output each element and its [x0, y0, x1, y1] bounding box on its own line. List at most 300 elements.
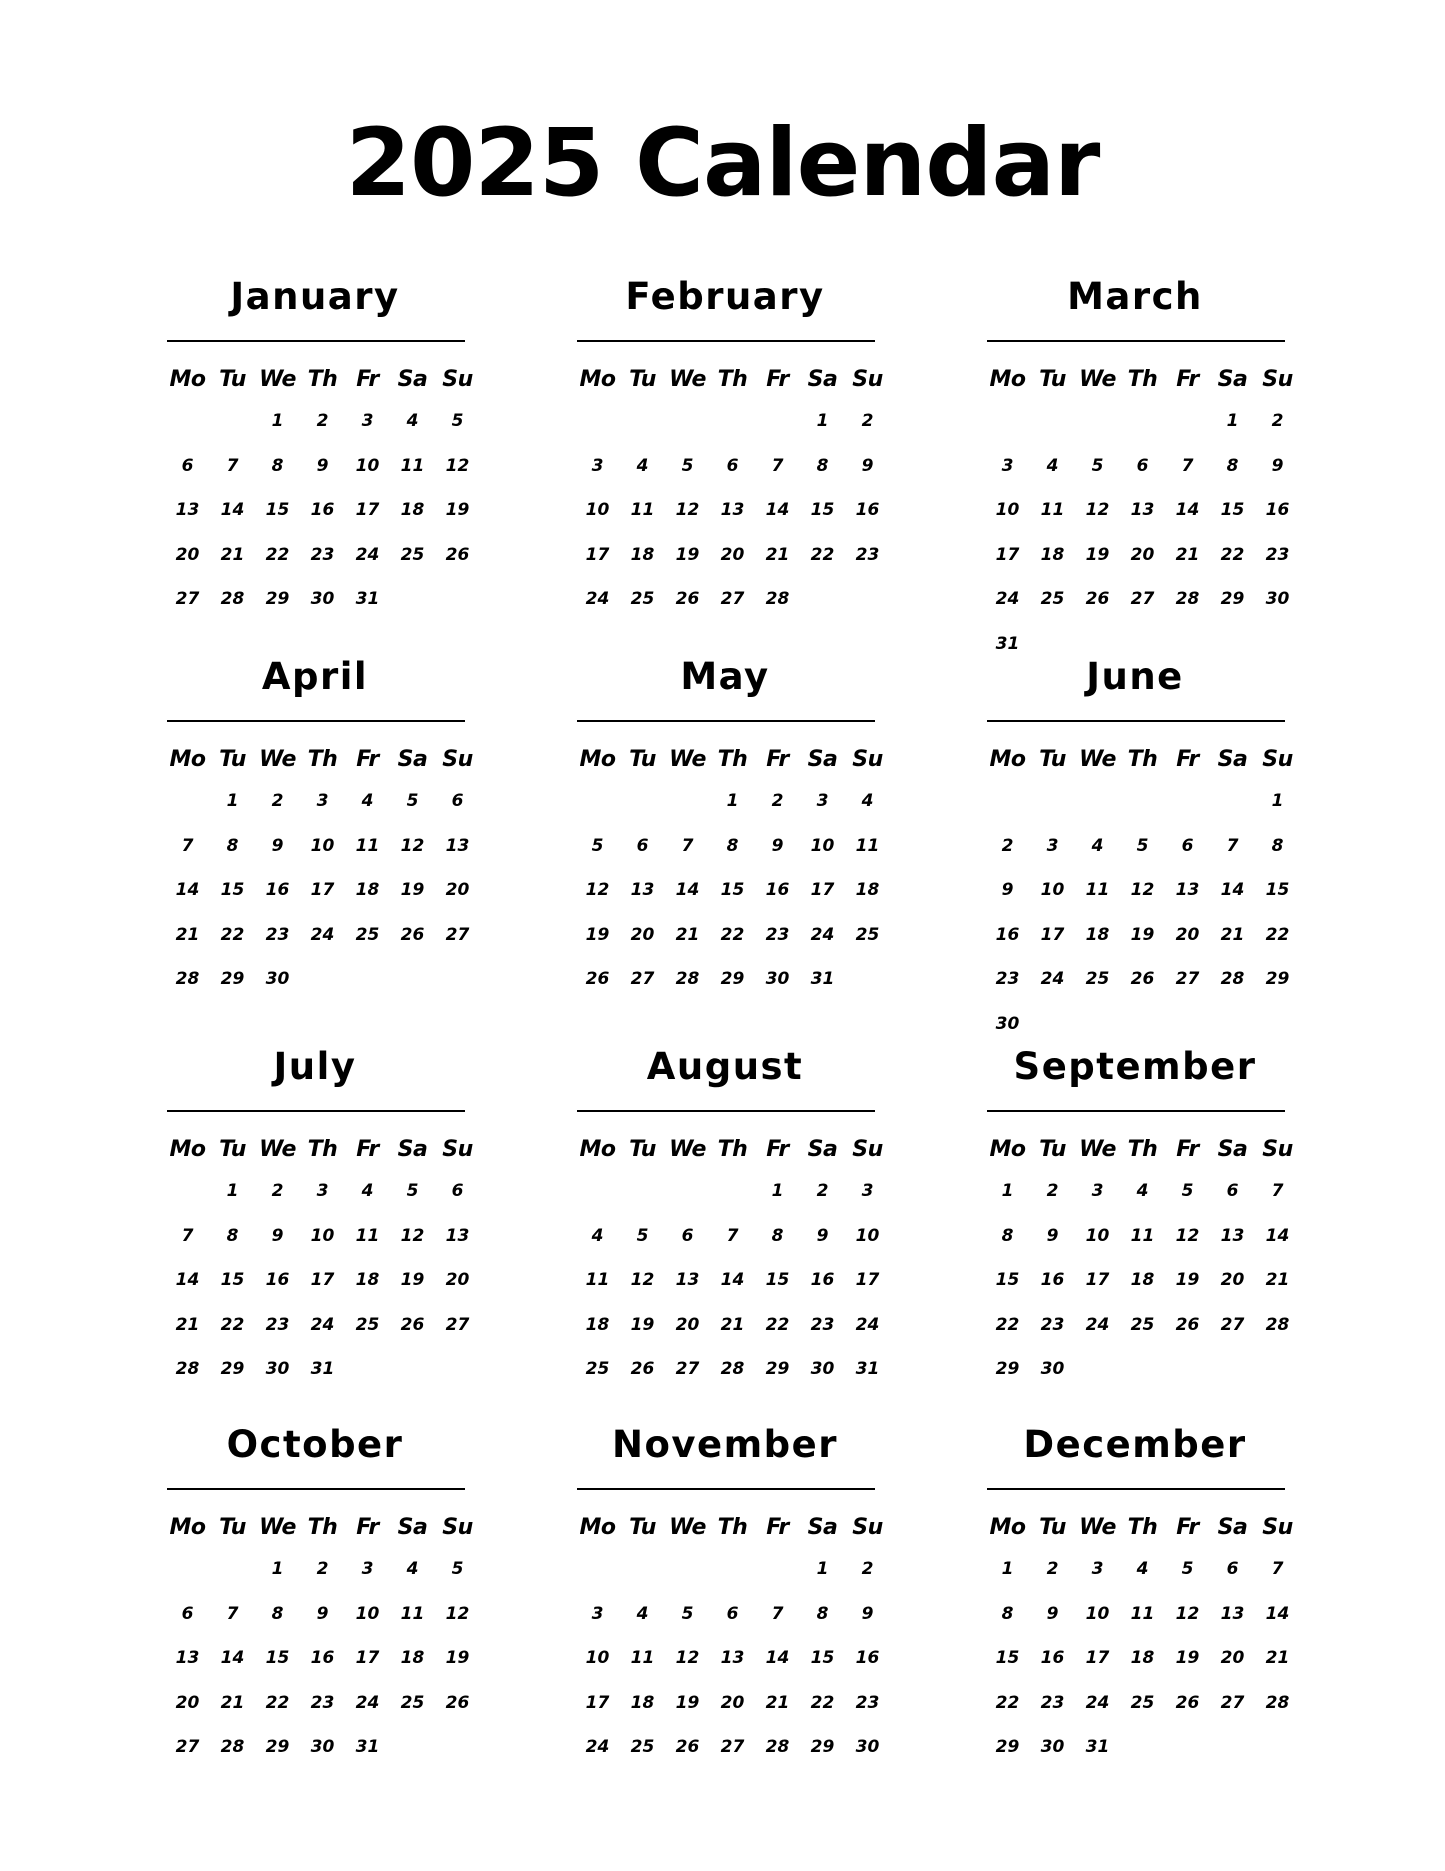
day-cell: 11: [355, 835, 380, 856]
day-cell: 11: [630, 500, 655, 520]
day-cell: 4: [1046, 455, 1059, 476]
weekday-label: Th: [717, 747, 748, 772]
day-cell: 2: [316, 411, 329, 431]
weekday-header-row: [165, 1510, 473, 1546]
day-cell: 11: [630, 1648, 655, 1668]
day-cell: 11: [1130, 1225, 1155, 1246]
day-cell: 19: [675, 544, 700, 565]
day-cell: 21: [220, 1692, 245, 1713]
weekday-label: We: [1079, 1515, 1116, 1540]
day-cell: 29: [220, 969, 245, 989]
day-cell: 29: [995, 1359, 1020, 1379]
day-cell: 8: [816, 455, 829, 476]
day-cell: 28: [175, 1359, 200, 1379]
day-cell: 6: [726, 1603, 739, 1624]
day-cell: 5: [1181, 1559, 1194, 1579]
day-cell: 8: [1271, 835, 1284, 856]
day-grid: [165, 1552, 470, 1775]
day-cell: 6: [636, 835, 649, 856]
day-cell: 2: [861, 411, 874, 431]
day-cell: 8: [226, 1225, 239, 1246]
day-cell: 27: [720, 589, 745, 609]
month-divider: [167, 340, 465, 342]
weekday-label: Sa: [397, 367, 428, 392]
day-cell: 29: [265, 589, 290, 609]
day-cell: 20: [1130, 544, 1155, 565]
month-title: July: [273, 1045, 357, 1088]
weekday-label: Tu: [629, 1515, 656, 1540]
day-cell: 30: [1265, 589, 1290, 609]
day-cell: 23: [855, 1692, 880, 1713]
day-cell: 1: [1226, 411, 1239, 431]
day-cell: 14: [675, 880, 700, 900]
weekday-label: Th: [717, 1515, 748, 1540]
weekday-label: Sa: [807, 747, 838, 772]
day-cell: 21: [175, 924, 200, 945]
weekday-label: We: [259, 1515, 296, 1540]
weekday-label: Su: [852, 1137, 883, 1162]
month-divider: [167, 1110, 465, 1112]
month-divider: [577, 720, 875, 722]
day-cell: 4: [361, 1181, 374, 1201]
day-cell: 29: [1220, 589, 1245, 609]
day-cell: 28: [220, 1737, 245, 1757]
day-cell: 22: [765, 1314, 790, 1335]
day-cell: 29: [1265, 969, 1290, 989]
day-cell: 8: [771, 1225, 784, 1246]
day-cell: 17: [310, 1270, 335, 1290]
day-cell: 2: [1001, 835, 1014, 856]
weekday-header-row: [575, 1132, 883, 1168]
day-cell: 1: [816, 1559, 829, 1579]
month-divider: [987, 720, 1285, 722]
day-cell: 12: [445, 455, 470, 476]
day-cell: 30: [310, 1737, 335, 1757]
month-july: [165, 1042, 473, 1397]
day-grid: [165, 1174, 470, 1397]
day-cell: 21: [1265, 1270, 1290, 1290]
day-cell: 6: [181, 455, 194, 476]
day-cell: 19: [1085, 544, 1110, 565]
day-cell: 2: [271, 1181, 284, 1201]
day-cell: 21: [220, 544, 245, 565]
day-cell: 17: [355, 500, 380, 520]
day-cell: 20: [1220, 1270, 1245, 1290]
day-cell: 3: [316, 791, 329, 811]
day-cell: 10: [355, 1603, 380, 1624]
day-cell: 5: [1136, 835, 1149, 856]
day-cell: 7: [1271, 1559, 1284, 1579]
day-cell: 2: [1046, 1559, 1059, 1579]
day-cell: 30: [765, 969, 790, 989]
day-cell: 10: [1085, 1603, 1110, 1624]
day-cell: 9: [861, 455, 874, 476]
day-cell: 15: [995, 1648, 1020, 1668]
day-cell: 7: [1226, 835, 1239, 856]
weekday-label: Th: [1127, 747, 1158, 772]
weekday-label: Fr: [356, 747, 379, 772]
day-cell: 19: [1175, 1648, 1200, 1668]
day-cell: 20: [720, 1692, 745, 1713]
day-cell: 14: [175, 880, 200, 900]
day-cell: 7: [226, 1603, 239, 1624]
day-cell: 15: [810, 500, 835, 520]
day-cell: 13: [675, 1270, 700, 1290]
day-cell: 20: [1220, 1648, 1245, 1668]
day-cell: 24: [1040, 969, 1065, 989]
day-cell: 10: [810, 835, 835, 856]
day-cell: 20: [175, 1692, 200, 1713]
day-cell: 21: [720, 1314, 745, 1335]
day-cell: 2: [1046, 1181, 1059, 1201]
weekday-header-row: [985, 742, 1293, 778]
weekday-header-row: [985, 1510, 1293, 1546]
day-cell: 26: [675, 1737, 700, 1757]
day-cell: 12: [630, 1270, 655, 1290]
day-cell: 15: [220, 880, 245, 900]
day-cell: 29: [810, 1737, 835, 1757]
day-cell: 16: [310, 500, 335, 520]
day-cell: 18: [585, 1314, 610, 1335]
weekday-label: Th: [307, 1515, 338, 1540]
day-cell: 9: [1046, 1225, 1059, 1246]
weekday-header-row: [575, 1510, 883, 1546]
day-cell: 13: [720, 1648, 745, 1668]
weekday-label: We: [669, 367, 706, 392]
weekday-header-row: [165, 362, 473, 398]
month-title: June: [1086, 655, 1184, 698]
day-cell: 20: [720, 544, 745, 565]
day-cell: 27: [1130, 589, 1155, 609]
weekday-label: We: [1079, 1137, 1116, 1162]
day-cell: 28: [1220, 969, 1245, 989]
day-cell: 25: [1085, 969, 1110, 989]
weekday-label: Sa: [1217, 747, 1248, 772]
month-title: October: [226, 1423, 404, 1466]
day-cell: 3: [816, 791, 829, 811]
day-cell: 14: [1265, 1603, 1290, 1624]
day-cell: 14: [1220, 880, 1245, 900]
day-cell: 15: [265, 1648, 290, 1668]
day-cell: 18: [630, 1692, 655, 1713]
day-cell: 11: [400, 455, 425, 476]
weekday-label: We: [669, 747, 706, 772]
month-divider: [987, 1488, 1285, 1490]
weekday-label: Mo: [169, 367, 206, 392]
day-grid: [165, 784, 470, 1007]
day-cell: 7: [1271, 1181, 1284, 1201]
day-cell: 12: [675, 500, 700, 520]
weekday-label: Mo: [989, 1137, 1026, 1162]
day-cell: 15: [765, 1270, 790, 1290]
day-cell: 5: [591, 835, 604, 856]
day-cell: 21: [765, 1692, 790, 1713]
day-cell: 24: [585, 589, 610, 609]
weekday-header-row: [985, 1132, 1293, 1168]
day-cell: 22: [220, 1314, 245, 1335]
weekday-label: Mo: [579, 1515, 616, 1540]
day-cell: 14: [765, 1648, 790, 1668]
day-cell: 2: [771, 791, 784, 811]
weekday-label: Su: [852, 367, 883, 392]
month-title: May: [680, 655, 770, 698]
day-cell: 27: [1220, 1314, 1245, 1335]
weekday-label: Fr: [1176, 1515, 1199, 1540]
day-cell: 28: [765, 1737, 790, 1757]
day-cell: 10: [1085, 1225, 1110, 1246]
weekday-label: Fr: [766, 1137, 789, 1162]
month-title: April: [261, 655, 369, 698]
day-cell: 3: [361, 411, 374, 431]
day-cell: 28: [675, 969, 700, 989]
day-cell: 9: [316, 455, 329, 476]
day-cell: 14: [720, 1270, 745, 1290]
day-cell: 22: [1220, 544, 1245, 565]
day-cell: 29: [720, 969, 745, 989]
day-cell: 25: [355, 924, 380, 945]
day-cell: 8: [1001, 1603, 1014, 1624]
day-cell: 15: [720, 880, 745, 900]
day-cell: 19: [400, 1270, 425, 1290]
day-cell: 28: [220, 589, 245, 609]
day-cell: 28: [1175, 589, 1200, 609]
day-cell: 27: [445, 1314, 470, 1335]
month-january: [165, 272, 473, 627]
day-cell: 14: [220, 1648, 245, 1668]
day-cell: 21: [1265, 1648, 1290, 1668]
day-cell: 28: [1265, 1314, 1290, 1335]
day-cell: 30: [265, 969, 290, 989]
day-cell: 13: [175, 500, 200, 520]
day-cell: 21: [765, 544, 790, 565]
weekday-label: Su: [442, 367, 473, 392]
day-cell: 21: [175, 1314, 200, 1335]
day-cell: 11: [1040, 500, 1065, 520]
weekday-label: Mo: [169, 747, 206, 772]
day-cell: 12: [1130, 880, 1155, 900]
day-cell: 9: [271, 835, 284, 856]
weekday-label: Th: [1127, 1137, 1158, 1162]
day-cell: 21: [675, 924, 700, 945]
day-cell: 17: [1085, 1270, 1110, 1290]
month-title: August: [646, 1045, 804, 1088]
day-cell: 17: [855, 1270, 880, 1290]
weekday-label: Sa: [1217, 367, 1248, 392]
day-cell: 24: [1085, 1692, 1110, 1713]
weekday-label: Sa: [807, 1515, 838, 1540]
weekday-label: Fr: [766, 1515, 789, 1540]
day-cell: 30: [810, 1359, 835, 1379]
month-title: September: [1013, 1045, 1257, 1088]
day-grid: [165, 404, 470, 627]
day-cell: 25: [400, 1692, 425, 1713]
day-grid: [575, 404, 880, 627]
day-cell: 17: [585, 544, 610, 565]
weekday-header-row: [575, 362, 883, 398]
day-cell: 18: [630, 544, 655, 565]
month-divider: [577, 340, 875, 342]
day-cell: 6: [451, 791, 464, 811]
day-cell: 29: [265, 1737, 290, 1757]
day-cell: 4: [591, 1225, 604, 1246]
weekday-label: Th: [1127, 1515, 1158, 1540]
weekday-label: Fr: [766, 747, 789, 772]
day-cell: 29: [220, 1359, 245, 1379]
month-divider: [167, 720, 465, 722]
day-cell: 19: [1175, 1270, 1200, 1290]
day-cell: 31: [355, 1737, 380, 1757]
day-cell: 11: [400, 1603, 425, 1624]
day-cell: 21: [1220, 924, 1245, 945]
day-cell: 30: [310, 589, 335, 609]
month-february: [575, 272, 883, 627]
day-cell: 19: [1130, 924, 1155, 945]
day-cell: 1: [226, 1181, 239, 1201]
day-cell: 3: [591, 1603, 604, 1624]
day-cell: 11: [855, 835, 880, 856]
day-cell: 24: [355, 1692, 380, 1713]
weekday-label: We: [669, 1515, 706, 1540]
weekday-label: Tu: [1039, 367, 1066, 392]
day-cell: 25: [400, 544, 425, 565]
weekday-label: Sa: [1217, 1137, 1248, 1162]
day-cell: 25: [585, 1359, 610, 1379]
day-cell: 23: [810, 1314, 835, 1335]
day-cell: 23: [1040, 1314, 1065, 1335]
day-cell: 22: [265, 1692, 290, 1713]
day-cell: 31: [855, 1359, 880, 1379]
day-cell: 24: [310, 1314, 335, 1335]
weekday-label: Sa: [397, 1515, 428, 1540]
day-cell: 6: [1226, 1181, 1239, 1201]
day-cell: 4: [406, 1559, 419, 1579]
weekday-label: Mo: [169, 1137, 206, 1162]
day-cell: 20: [445, 880, 470, 900]
month-may: [575, 652, 883, 1007]
day-grid: [575, 1552, 880, 1775]
month-title: November: [612, 1423, 838, 1466]
day-cell: 22: [810, 544, 835, 565]
month-divider: [167, 1488, 465, 1490]
day-cell: 17: [810, 880, 835, 900]
day-cell: 5: [406, 1181, 419, 1201]
day-cell: 11: [1085, 880, 1110, 900]
day-cell: 6: [1136, 455, 1149, 476]
weekday-label: Su: [442, 1137, 473, 1162]
weekday-label: Mo: [579, 747, 616, 772]
day-cell: 16: [1265, 500, 1290, 520]
day-cell: 2: [816, 1181, 829, 1201]
page-title: 2025 Calendar: [345, 109, 1100, 218]
day-cell: 16: [265, 880, 290, 900]
day-cell: 4: [1136, 1181, 1149, 1201]
day-cell: 14: [765, 500, 790, 520]
month-title: February: [625, 275, 825, 318]
day-cell: 19: [675, 1692, 700, 1713]
day-cell: 26: [1130, 969, 1155, 989]
day-cell: 25: [355, 1314, 380, 1335]
day-cell: 26: [585, 969, 610, 989]
day-cell: 31: [355, 589, 380, 609]
day-cell: 23: [995, 969, 1020, 989]
day-cell: 26: [1085, 589, 1110, 609]
day-cell: 20: [175, 544, 200, 565]
weekday-label: Su: [1262, 747, 1293, 772]
month-divider: [987, 1110, 1285, 1112]
day-cell: 26: [630, 1359, 655, 1379]
day-cell: 8: [271, 455, 284, 476]
day-cell: 27: [720, 1737, 745, 1757]
day-cell: 23: [765, 924, 790, 945]
day-cell: 2: [1271, 411, 1284, 431]
day-cell: 16: [855, 500, 880, 520]
day-cell: 25: [630, 589, 655, 609]
day-cell: 13: [445, 1225, 470, 1246]
day-cell: 28: [720, 1359, 745, 1379]
day-cell: 17: [1040, 924, 1065, 945]
weekday-label: Sa: [397, 1137, 428, 1162]
day-cell: 8: [1226, 455, 1239, 476]
day-cell: 31: [1085, 1737, 1110, 1757]
day-cell: 13: [630, 880, 655, 900]
day-cell: 24: [810, 924, 835, 945]
day-cell: 14: [175, 1270, 200, 1290]
day-cell: 26: [675, 589, 700, 609]
day-cell: 3: [1001, 455, 1014, 476]
day-cell: 4: [1091, 835, 1104, 856]
day-cell: 12: [400, 1225, 425, 1246]
day-cell: 4: [361, 791, 374, 811]
day-cell: 18: [855, 880, 880, 900]
weekday-label: Mo: [989, 1515, 1026, 1540]
weekday-label: Tu: [219, 747, 246, 772]
day-cell: 8: [1001, 1225, 1014, 1246]
day-cell: 13: [1175, 880, 1200, 900]
day-cell: 12: [445, 1603, 470, 1624]
weekday-label: We: [1079, 747, 1116, 772]
day-cell: 1: [1271, 791, 1284, 811]
day-cell: 7: [1181, 455, 1194, 476]
day-cell: 25: [1040, 589, 1065, 609]
day-cell: 20: [630, 924, 655, 945]
month-title: March: [1067, 275, 1203, 318]
day-cell: 25: [1130, 1692, 1155, 1713]
day-grid: [985, 1174, 1290, 1397]
day-cell: 9: [1046, 1603, 1059, 1624]
day-cell: 14: [1175, 500, 1200, 520]
day-cell: 16: [995, 924, 1020, 945]
month-june: [985, 652, 1293, 1051]
weekday-header-row: [165, 742, 473, 778]
day-cell: 27: [1175, 969, 1200, 989]
month-divider: [577, 1488, 875, 1490]
day-cell: 6: [726, 455, 739, 476]
day-cell: 11: [355, 1225, 380, 1246]
day-cell: 27: [175, 1737, 200, 1757]
month-april: [165, 652, 473, 1007]
day-cell: 17: [585, 1692, 610, 1713]
day-cell: 30: [1040, 1737, 1065, 1757]
day-cell: 30: [265, 1359, 290, 1379]
day-cell: 27: [675, 1359, 700, 1379]
day-cell: 27: [445, 924, 470, 945]
day-cell: 20: [445, 1270, 470, 1290]
day-cell: 18: [1040, 544, 1065, 565]
day-cell: 3: [591, 455, 604, 476]
day-cell: 31: [310, 1359, 335, 1379]
day-cell: 30: [995, 1013, 1020, 1034]
day-cell: 13: [1220, 1225, 1245, 1246]
